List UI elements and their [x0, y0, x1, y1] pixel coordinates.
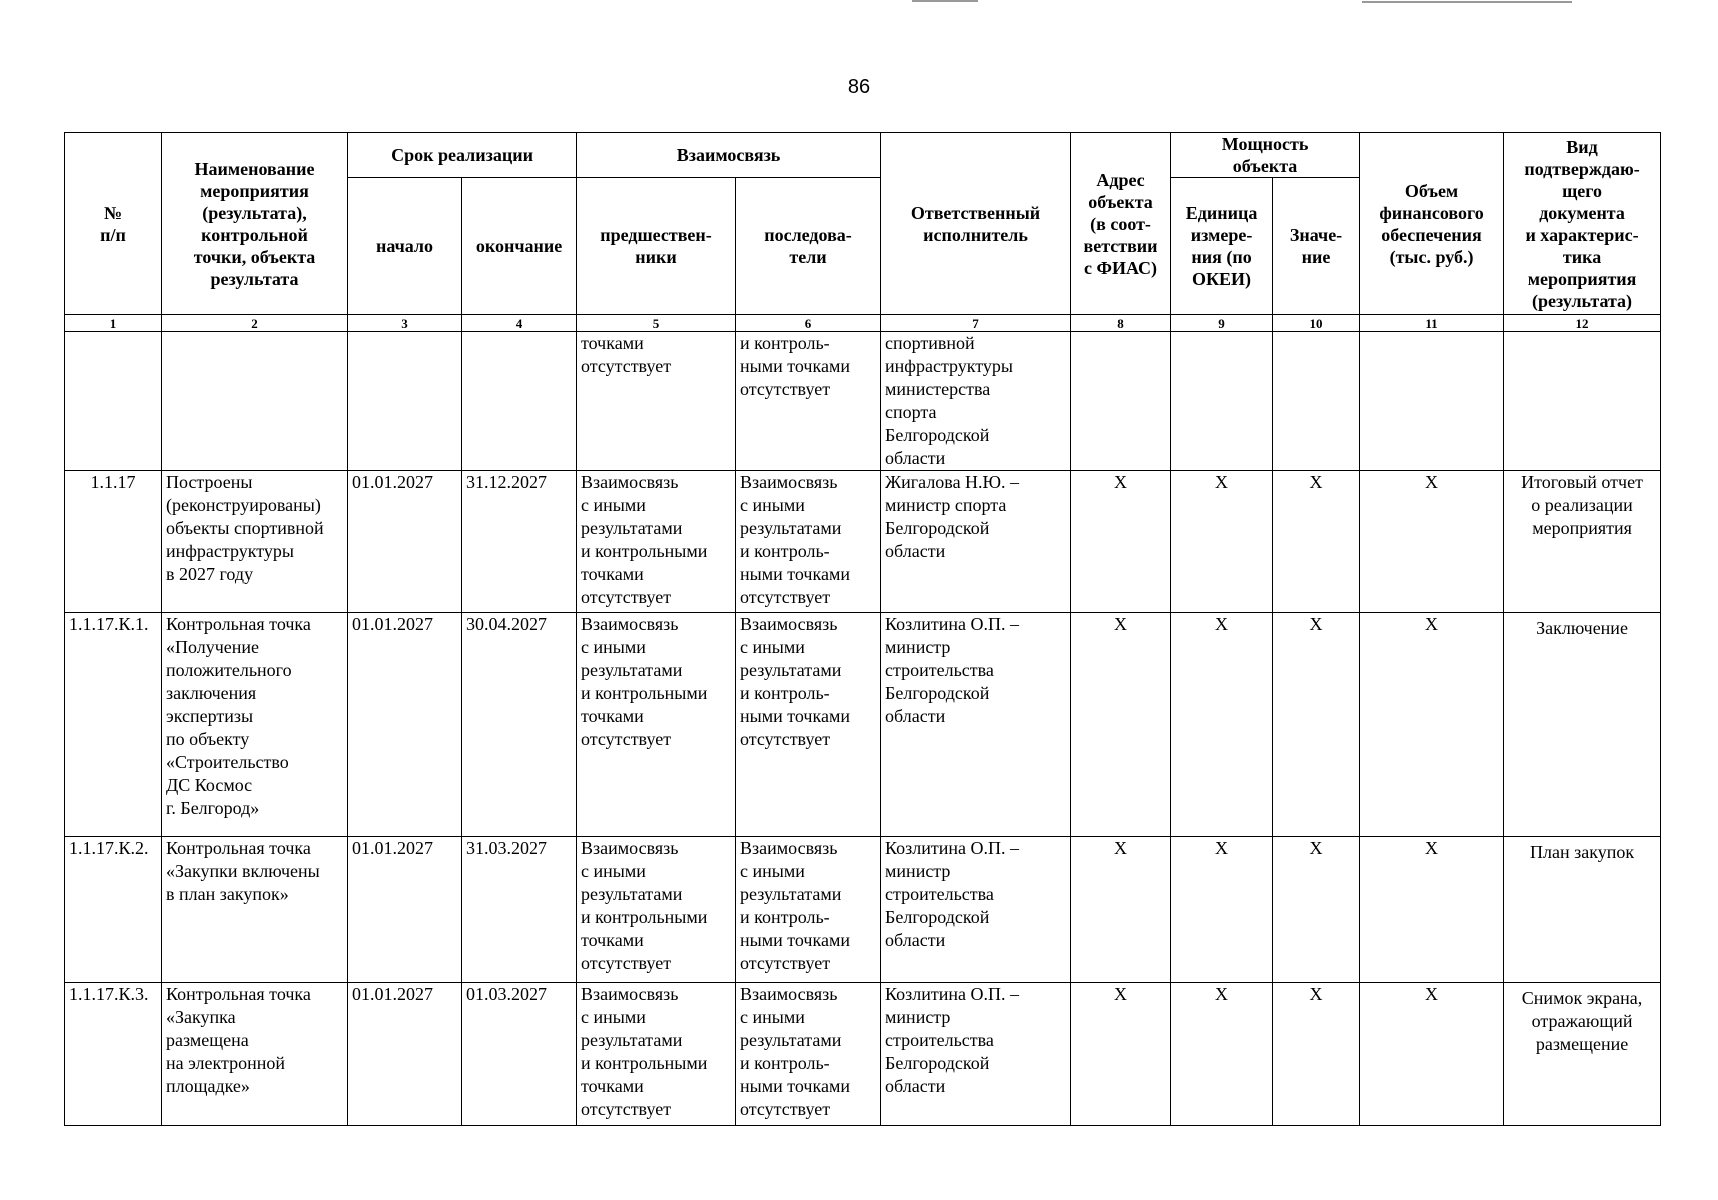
cell-name: Контрольная точка «Закупки включены в план закупок»	[162, 837, 348, 983]
cell-end: 01.03.2027	[462, 983, 577, 1126]
header-name: Наименование мероприятия (результата), контрольной точки, объекта результата	[162, 133, 348, 315]
cell-start: 01.01.2027	[348, 983, 462, 1126]
column-number: 11	[1360, 315, 1504, 332]
column-number: 2	[162, 315, 348, 332]
header-link-next: последова- тели	[736, 178, 881, 315]
cell-responsible: Жигалова Н.Ю. – министр спорта Белгородской области	[881, 471, 1071, 613]
cell-responsible: Козлитина О.П. – министр строительства Белгородской области	[881, 613, 1071, 837]
cell-next: Взаимосвязь с иными результатами и контроль- ными точками отсутствует	[736, 471, 881, 613]
cell-num: 1.1.17	[65, 471, 162, 613]
page-number: 86	[847, 76, 871, 98]
column-number-row	[65, 315, 1661, 332]
cell-next: Взаимосвязь с иными результатами и контроль- ными точками отсутствует	[736, 837, 881, 983]
cell-start: 01.01.2027	[348, 837, 462, 983]
cell-prev: точками отсутствует	[577, 332, 736, 471]
cell-unit: X	[1171, 837, 1273, 983]
column-number: 7	[881, 315, 1071, 332]
column-number: 8	[1071, 315, 1171, 332]
cell-end	[462, 332, 577, 471]
table-row	[65, 471, 1661, 613]
cell-name	[162, 332, 348, 471]
scan-mark-top-right	[1362, 1, 1572, 3]
column-number: 5	[577, 315, 736, 332]
cell-doc: Заключение	[1504, 613, 1661, 837]
cell-doc	[1504, 332, 1661, 471]
cell-funding: X	[1360, 983, 1504, 1126]
cell-funding	[1360, 332, 1504, 471]
cell-num	[65, 332, 162, 471]
header-row-top	[65, 133, 1661, 178]
cell-name: Построены (реконструированы) объекты спортивной инфраструктуры в 2027 году	[162, 471, 348, 613]
header-term-end: окончание	[462, 178, 577, 315]
cell-responsible: спортивной инфраструктуры министерства спорта Белгородской области	[881, 332, 1071, 471]
cell-address: X	[1071, 471, 1171, 613]
table-row	[65, 613, 1661, 837]
header-address: Адрес объекта (в соот- ветствии с ФИАС)	[1071, 133, 1171, 315]
header-num: № п/п	[65, 133, 162, 315]
cell-next: Взаимосвязь с иными результатами и контроль- ными точками отсутствует	[736, 613, 881, 837]
scan-mark-top-center	[912, 0, 978, 2]
column-number: 12	[1504, 315, 1661, 332]
cell-prev: Взаимосвязь с иными результатами и контрольными точками отсутствует	[577, 837, 736, 983]
cell-funding: X	[1360, 613, 1504, 837]
header-term-start: начало	[348, 178, 462, 315]
cell-doc: План закупок	[1504, 837, 1661, 983]
cell-value: X	[1273, 613, 1360, 837]
cell-address: X	[1071, 613, 1171, 837]
cell-num: 1.1.17.К.2.	[65, 837, 162, 983]
column-number: 1	[65, 315, 162, 332]
cell-value	[1273, 332, 1360, 471]
cell-address	[1071, 332, 1171, 471]
cell-doc: Итоговый отчет о реализации мероприятия	[1504, 471, 1661, 613]
cell-address: X	[1071, 983, 1171, 1126]
header-responsible: Ответственный исполнитель	[881, 133, 1071, 315]
cell-next: и контроль- ными точками отсутствует	[736, 332, 881, 471]
cell-next: Взаимосвязь с иными результатами и контроль- ными точками отсутствует	[736, 983, 881, 1126]
cell-unit	[1171, 332, 1273, 471]
cell-value: X	[1273, 837, 1360, 983]
cell-value: X	[1273, 471, 1360, 613]
header-link: Взаимосвязь	[577, 133, 881, 178]
cell-unit: X	[1171, 613, 1273, 837]
column-number: 6	[736, 315, 881, 332]
column-number: 4	[462, 315, 577, 332]
cell-end: 30.04.2027	[462, 613, 577, 837]
table-row	[65, 332, 1661, 471]
cell-num: 1.1.17.К.3.	[65, 983, 162, 1126]
cell-start: 01.01.2027	[348, 613, 462, 837]
cell-num: 1.1.17.К.1.	[65, 613, 162, 837]
cell-funding: X	[1360, 471, 1504, 613]
cell-end: 31.12.2027	[462, 471, 577, 613]
cell-end: 31.03.2027	[462, 837, 577, 983]
header-term: Срок реализации	[348, 133, 577, 178]
cell-prev: Взаимосвязь с иными результатами и контрольными точками отсутствует	[577, 983, 736, 1126]
cell-name: Контрольная точка «Закупка размещена на электронной площадке»	[162, 983, 348, 1126]
cell-doc: Снимок экрана, отражающий размещение	[1504, 983, 1661, 1126]
cell-responsible: Козлитина О.П. – министр строительства Белгородской области	[881, 983, 1071, 1126]
cell-start: 01.01.2027	[348, 471, 462, 613]
cell-name: Контрольная точка «Получение положительного заключения экспертизы по объекту «Строительство ДС Космос г. Белгород»	[162, 613, 348, 837]
header-funding: Объем финансового обеспечения (тыс. руб.)	[1360, 133, 1504, 315]
cell-prev: Взаимосвязь с иными результатами и контрольными точками отсутствует	[577, 613, 736, 837]
column-number: 9	[1171, 315, 1273, 332]
cell-unit: X	[1171, 983, 1273, 1126]
cell-prev: Взаимосвязь с иными результатами и контрольными точками отсутствует	[577, 471, 736, 613]
table-row	[65, 983, 1661, 1126]
column-number: 3	[348, 315, 462, 332]
results-table	[64, 132, 1661, 1126]
cell-unit: X	[1171, 471, 1273, 613]
cell-funding: X	[1360, 837, 1504, 983]
cell-value: X	[1273, 983, 1360, 1126]
cell-start	[348, 332, 462, 471]
cell-responsible: Козлитина О.П. – министр строительства Белгородской области	[881, 837, 1071, 983]
cell-address: X	[1071, 837, 1171, 983]
table-row	[65, 837, 1661, 983]
header-capacity: Мощность объекта	[1171, 133, 1360, 178]
header-link-prev: предшествен- ники	[577, 178, 736, 315]
header-doc-type: Вид подтверждаю- щего документа и характерис- тика мероприятия (результата)	[1504, 133, 1661, 315]
header-capacity-value: Значе- ние	[1273, 178, 1360, 315]
header-capacity-unit: Единица измере- ния (по ОКЕИ)	[1171, 178, 1273, 315]
column-number: 10	[1273, 315, 1360, 332]
